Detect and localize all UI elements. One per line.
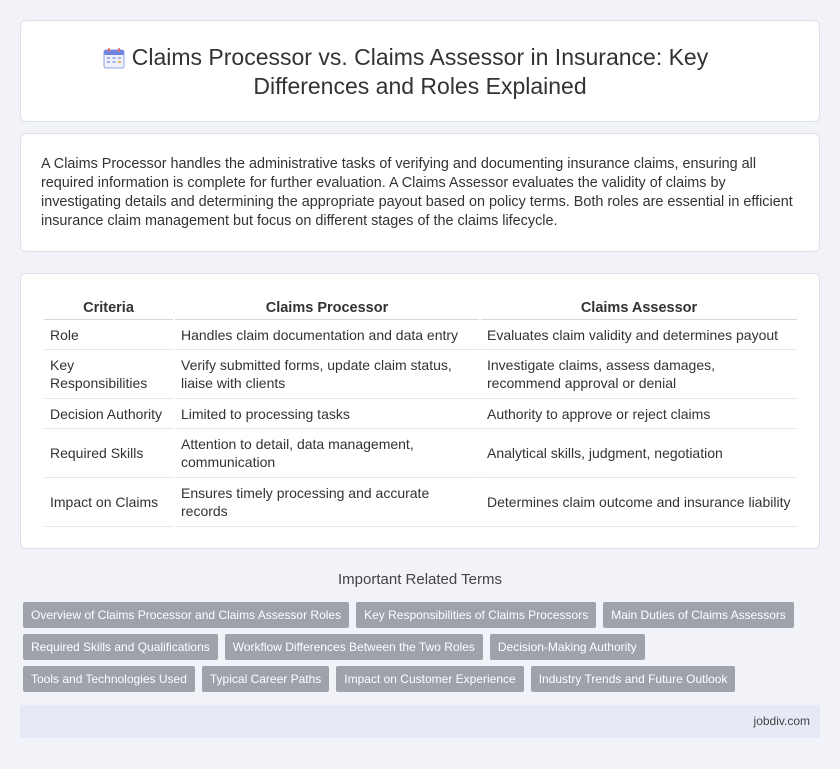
- related-term-tag[interactable]: Typical Career Paths: [202, 666, 329, 692]
- footer-site-link[interactable]: jobdiv.com: [753, 714, 810, 728]
- column-header-claims-processor: Claims Processor: [175, 296, 479, 320]
- related-term-tag[interactable]: Industry Trends and Future Outlook: [531, 666, 736, 692]
- related-term-tag[interactable]: Tools and Technologies Used: [23, 666, 195, 692]
- table-cell-processor: Verify submitted forms, update claim status, liaise with clients: [175, 350, 479, 399]
- tag-row: [23, 634, 823, 660]
- page-title: Claims Processor vs. Claims Assessor in Insurance: Key Differences and Roles Explained: [131, 44, 709, 99]
- table-cell-processor: Handles claim documentation and data entry: [175, 320, 479, 350]
- related-term-tag[interactable]: Decision-Making Authority: [490, 634, 645, 660]
- title-card: [20, 20, 820, 122]
- table-cell-assessor: Determines claim outcome and insurance liability: [481, 478, 797, 527]
- related-term-tag[interactable]: Impact on Customer Experience: [336, 666, 523, 692]
- table-cell-criteria: Impact on Claims: [44, 478, 173, 527]
- table-cell-processor: Attention to detail, data management, communication: [175, 429, 479, 478]
- table-cell-processor: Ensures timely processing and accurate records: [175, 478, 479, 527]
- related-term-tag[interactable]: Overview of Claims Processor and Claims Assessor Roles: [23, 602, 349, 628]
- table-row: [44, 350, 797, 399]
- tag-row: [23, 666, 823, 692]
- table-row: [44, 429, 797, 478]
- table-cell-assessor: Authority to approve or reject claims: [481, 399, 797, 429]
- table-cell-assessor: Evaluates claim validity and determines payout: [481, 320, 797, 350]
- column-header-claims-assessor: Claims Assessor: [481, 296, 797, 320]
- related-term-tag[interactable]: Required Skills and Qualifications: [23, 634, 218, 660]
- table-cell-criteria: Role: [44, 320, 173, 350]
- table-cell-criteria: Key Responsibilities: [44, 350, 173, 399]
- related-term-tag[interactable]: Key Responsibilities of Claims Processors: [356, 602, 596, 628]
- table-row: [44, 478, 797, 527]
- table-row: [44, 320, 797, 350]
- related-terms-tags: [23, 602, 823, 698]
- related-term-tag[interactable]: Workflow Differences Between the Two Roles: [225, 634, 483, 660]
- table-cell-criteria: Required Skills: [44, 429, 173, 478]
- table-cell-assessor: Investigate claims, assess damages, recommend approval or denial: [481, 350, 797, 399]
- comparison-table-card: [20, 273, 820, 549]
- table-cell-processor: Limited to processing tasks: [175, 399, 479, 429]
- table-cell-assessor: Analytical skills, judgment, negotiation: [481, 429, 797, 478]
- related-terms-heading: Important Related Terms: [338, 571, 502, 588]
- table-header-row: [44, 296, 797, 320]
- comparison-table: [42, 296, 799, 527]
- related-term-tag[interactable]: Main Duties of Claims Assessors: [603, 602, 794, 628]
- tag-row: [23, 602, 823, 628]
- footer: [20, 705, 820, 738]
- table-row: [44, 399, 797, 429]
- intro-card: [20, 133, 820, 252]
- column-header-criteria: Criteria: [44, 296, 173, 320]
- intro-paragraph: A Claims Processor handles the administrative tasks of verifying and documenting insurance claims, ensuring all required information is complete for further evaluation. A Claims Assessor evaluates the validity of claims by investigating details and determining the appropriate payout based on policy terms. Both roles are essential in efficient insurance claim management but focus on different stages of the claims lifecycle.: [41, 156, 793, 229]
- table-cell-criteria: Decision Authority: [44, 399, 173, 429]
